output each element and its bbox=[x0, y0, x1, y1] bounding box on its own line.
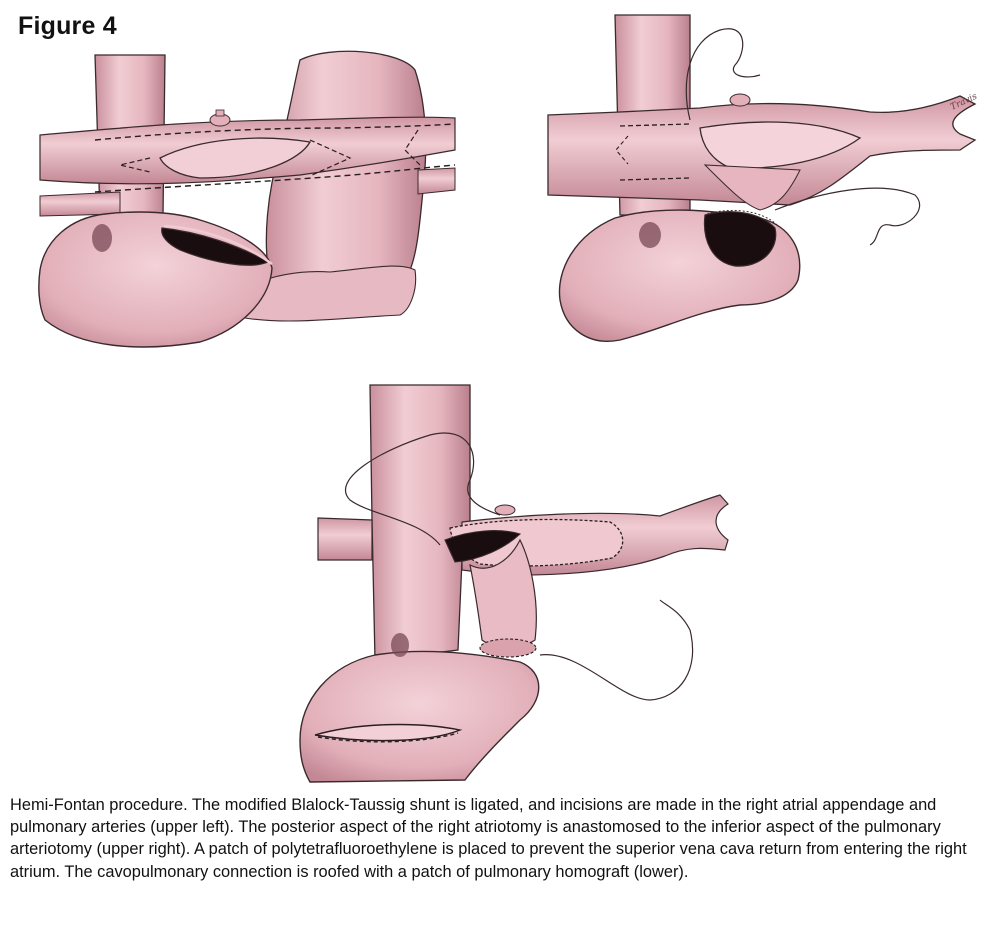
svg-text:Travis: Travis bbox=[949, 91, 979, 113]
panel-upper-right bbox=[548, 15, 979, 341]
superior-vena-cava bbox=[370, 385, 470, 660]
panel-lower bbox=[300, 385, 728, 782]
pulmonary-artery bbox=[318, 518, 372, 560]
right-atrium bbox=[39, 212, 272, 347]
figure-title: Figure 4 bbox=[18, 12, 117, 40]
right-atrium bbox=[300, 651, 539, 782]
panel-upper-left bbox=[39, 51, 455, 347]
figure-caption: Hemi-Fontan procedure. The modified Blalock-Taussig shunt is ligated, and incisions are made in the right atrial appendage and pulmonary arteries (upper left). The posterior aspect of the right atriotomy is anastomosed to the inferior aspect of the pulmonary arteriotomy (upper right). A patch of polytetrafluoroethylene is placed to prevent the superior vena cava return from entering the right atrium. The cavopulmonary connection is roofed with a patch of pulmonary homograft (lower). bbox=[10, 796, 967, 881]
